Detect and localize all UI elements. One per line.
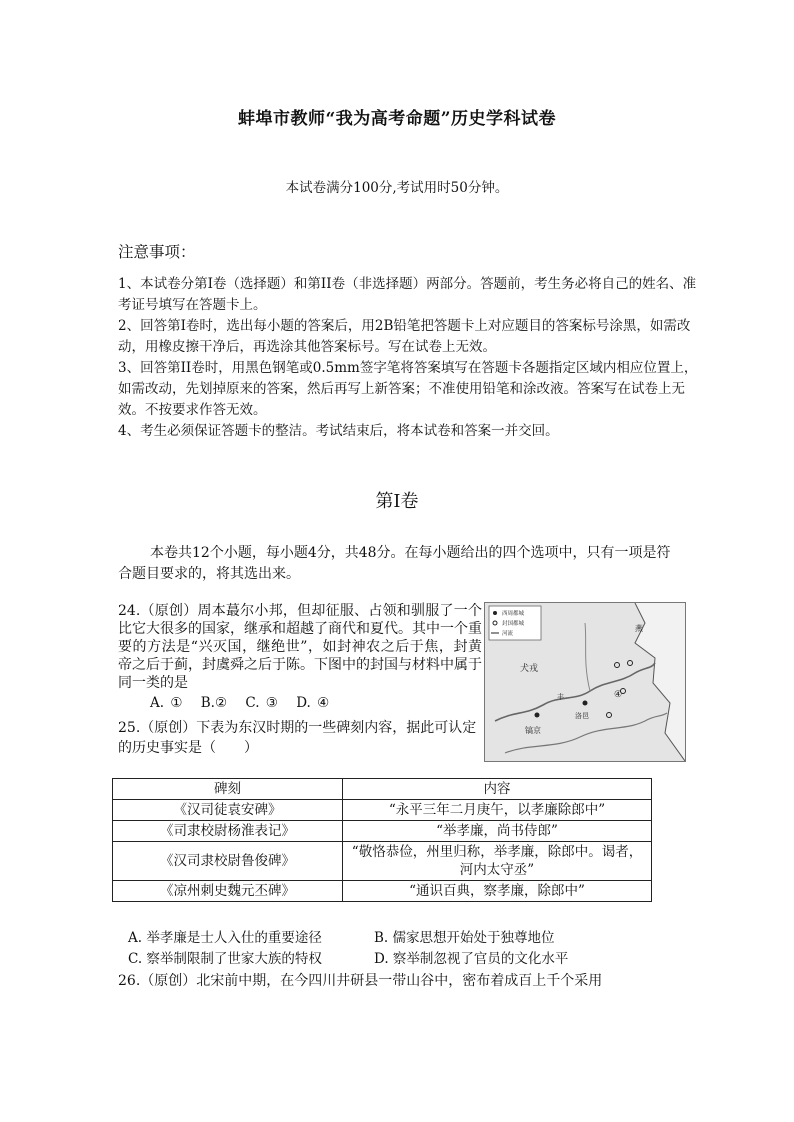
legend-river: 河流 [502,631,514,637]
column-header: 内容 [343,779,652,800]
table-cell: 《汉司徒袁安碑》 [113,800,343,821]
section-intro: 本卷共12个小题，每小题4分，共48分。在每小题给出的四个选项中，只有一项是符合题目要求的，将其选出来。 [118,545,671,582]
option-d: D. 察举制忽视了官员的文化水平 [374,951,569,967]
label-quanrong: 犬戎 [520,664,539,674]
label-luoyi: 洛邑 [575,712,589,720]
question-25-options [128,928,568,970]
question-24-options [150,695,341,711]
table-row [113,842,652,881]
option-c: C. 察举制限制了世家大族的特权 [128,951,322,967]
notice-item: 1、本试卷分第Ⅰ卷（选择题）和第II卷（非选择题）两部分。答题前，考生务必将自己的姓名、准考证号填写在答题卡上。 [118,276,697,313]
column-header: 碑刻 [113,779,343,800]
table-cell: “通识百典，察孝廉，除郎中” [343,881,652,902]
notice-item: 3、回答第II卷时，用黑色钢笔或0.5mm签字笔将答案填写在答题卡各题指定区域内相应位置上，如需改动，先划掉原来的答案，然后再写上新答案；不准使用铅笔和涂改液。答案写在试卷上无效。不按要求作答无效。 [118,360,698,418]
legend-capital: 西周都城 [502,611,525,617]
option-a: A. ① [150,695,183,711]
table-cell: “敬恪恭俭，州里归称，举孝廉，除郎中。谒者，河内太守丞” [343,842,652,881]
question-24-stem: 24.（原创）周本蕞尔小邦，但却征服、占领和驯服了一个比它大很多的国家，继承和超越了商代和夏代。其中一个重要的方法是“兴灭国，继绝世”，如封神农之后于焦，封黄帝之后于蓟，封虞舜之后于陈。下图中的封国与材料中属于同一类的是 [118,603,482,691]
question-26-stem: 26.（原创）北宋前中期，在今四川井研县一带山谷中，密布着成百上千个采用 [118,973,603,989]
notice-item: 4、考生必须保证答题卡的整洁。考试结束后，将本试卷和答案一并交回。 [118,423,559,439]
label-haojing: 镐京 [525,726,541,735]
option-c: C. ③ [245,695,278,711]
table-row [113,821,652,842]
option-a: A. 举孝廉是士人入仕的重要途径 [128,930,322,946]
stele-table [112,778,652,902]
legend-fief: 封国都城 [502,621,525,627]
table-row [113,881,652,902]
notice-heading: 注意事项： [118,243,196,261]
table-cell: 《汉司隶校尉鲁俊碑》 [113,842,343,881]
table-header-row [113,779,652,800]
table-row [113,800,652,821]
table-cell: “举孝廉，尚书侍郎” [343,821,652,842]
option-d: D. ④ [296,695,330,711]
zhou-fiefdom-map [484,602,686,762]
option-b: B. 儒家思想开始处于独尊地位 [374,930,555,946]
table-cell: 《司隶校尉杨淮表记》 [113,821,343,842]
table-cell: “永平三年二月庚午，以孝廉除郎中” [343,800,652,821]
exam-info: 本试卷满分100分,考试用时50分钟。 [285,180,509,196]
notice-list [118,274,708,442]
table-cell: 《凉州刺史魏元丕碑》 [113,881,343,902]
question-25-stem: 25.（原创）下表为东汉时期的一些碑刻内容，据此可认定的历史事实是（ ） [118,720,477,756]
notice-item: 2、回答第Ⅰ卷时，选出每小题的答案后，用2B铅笔把答题卡上对应题目的答案标号涂黑，如需改动，用橡皮擦干净后，再选涂其他答案标号。写在试卷上无效。 [118,318,691,355]
label-yan: 燕 [635,624,643,633]
page-title: 蚌埠市教师“我为高考命题”历史学科试卷 [237,109,557,129]
label-feng: 丰 [557,693,564,701]
option-b: B.② [200,695,228,711]
label-fief-4: ④ [614,690,623,700]
section-title: 第Ⅰ卷 [375,491,419,512]
map-graphic [485,603,685,761]
